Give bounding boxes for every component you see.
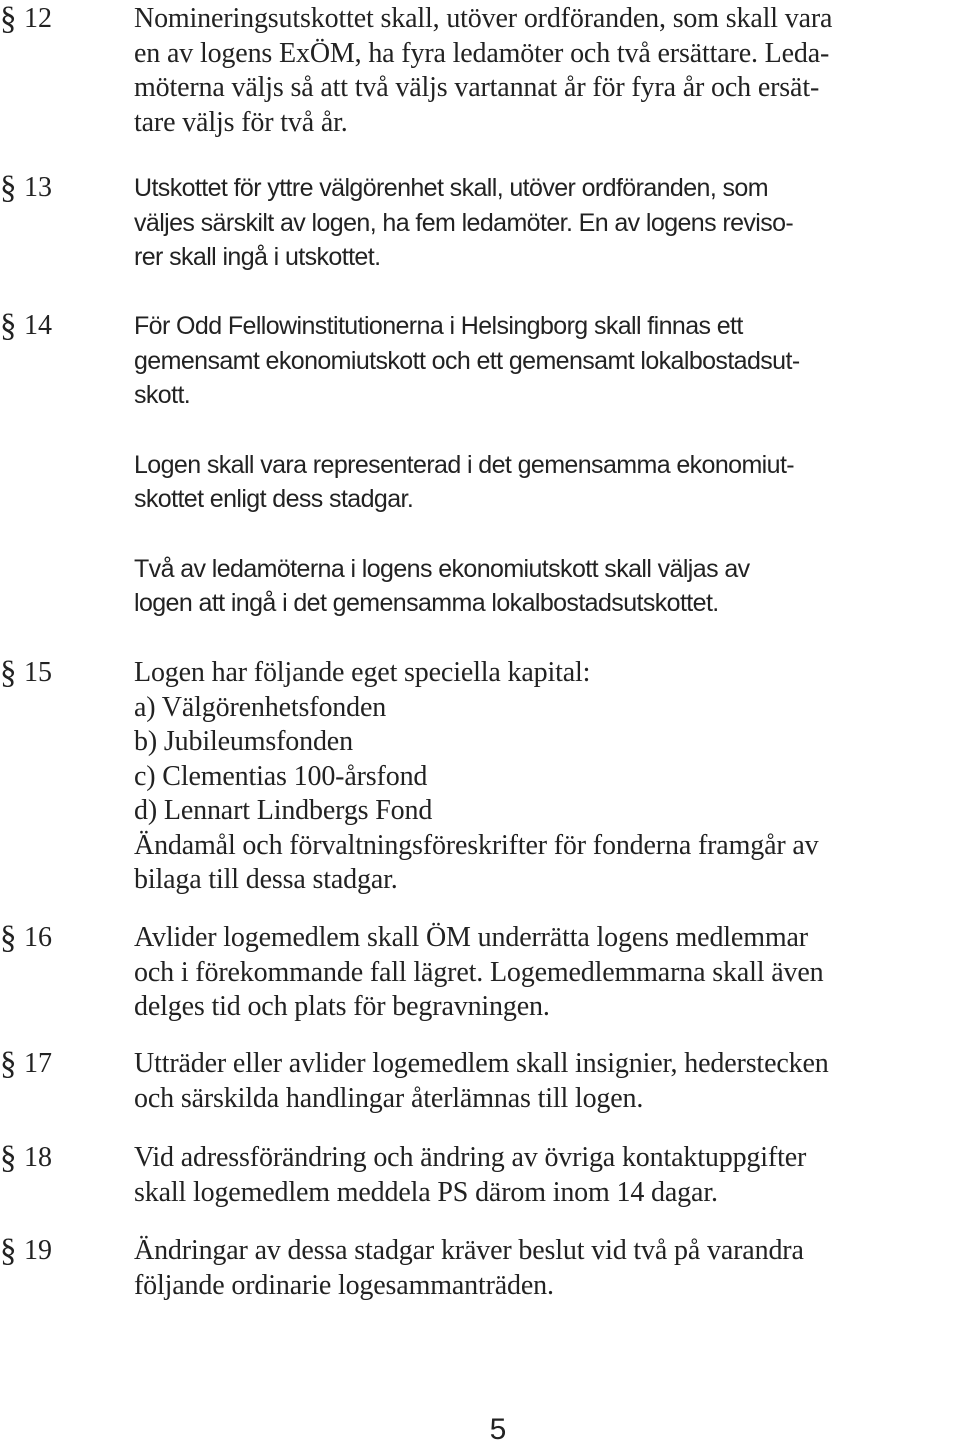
section-body <box>134 1047 954 1116</box>
text-line: Avlider logemedlem skall ÖM underrätta logens medlemmar <box>134 922 808 953</box>
text-line: Logen skall vara representerad i det gemensamma ekonomiut- <box>134 450 795 479</box>
paragraph <box>134 448 954 517</box>
text-line: Ändamål och förvaltningsföreskrifter för fonderna framgår av <box>134 829 819 861</box>
section-symbol: § <box>0 1140 17 1176</box>
section-body <box>134 656 954 898</box>
paragraph <box>134 309 954 413</box>
section-symbol: § <box>0 170 17 206</box>
section-symbol: § <box>0 920 17 956</box>
text-line: följande ordinarie logesammanträden. <box>134 1269 554 1301</box>
section-number: 16 <box>24 922 52 953</box>
text-line: och särskilda handlingar återlämnas till logen. <box>134 1082 644 1114</box>
text-line: rer skall ingå i utskottet. <box>134 243 381 271</box>
section-body <box>134 309 954 621</box>
paragraph <box>134 552 954 621</box>
text-line: Ändringar av dessa stadgar kräver beslut vid två på varandra <box>134 1235 804 1266</box>
paragraph <box>134 2 954 140</box>
text-line: Utträder eller avlider logemedlem skall insignier, hederstecken <box>134 1048 829 1079</box>
section-number: 17 <box>24 1048 52 1079</box>
section-number: 13 <box>24 172 52 203</box>
section-body <box>134 1141 954 1210</box>
text-line: skall logemedlem meddela PS därom inom 14 dagar. <box>134 1176 718 1208</box>
text-line: möterna väljs så att två väljs vartannat år för fyra år och ersät- <box>134 72 820 103</box>
section-symbol: § <box>0 1046 17 1082</box>
text-line: en av logens ExÖM, ha fyra ledamöter och två ersättare. Leda- <box>134 37 830 69</box>
text-line: d) Lennart Lindbergs Fond <box>134 795 433 826</box>
section-number: 19 <box>24 1235 52 1266</box>
paragraph <box>134 656 954 898</box>
section-body <box>134 921 954 1025</box>
section-body <box>134 171 954 275</box>
section-body <box>134 1234 954 1303</box>
text-line: och i förekommande fall lägret. Logemedlemmarna skall även <box>134 956 824 988</box>
paragraph <box>134 1141 954 1210</box>
text-line: Nomineringsutskottet skall, utöver ordföranden, som skall vara <box>134 3 833 34</box>
text-line: skott. <box>134 381 191 409</box>
section-number: 12 <box>24 3 52 34</box>
text-line: b) Jubileumsfonden <box>134 726 353 757</box>
text-line: a) Välgörenhetsfonden <box>134 691 387 723</box>
text-line: Logen har följande eget speciella kapital: <box>134 657 591 688</box>
text-line: tare väljs för två år. <box>134 106 348 138</box>
paragraph <box>134 921 954 1025</box>
text-line: Två av ledamöterna i logens ekonomiutskott skall väljas av <box>134 554 750 583</box>
section-number: 15 <box>24 657 52 688</box>
text-line: logen att ingå i det gemensamma lokalbostadsutskottet. <box>134 589 719 617</box>
paragraph <box>134 1047 954 1116</box>
section-symbol: § <box>0 655 17 691</box>
text-line: väljes särskilt av logen, ha fem ledamöter. En av logens reviso- <box>134 208 794 237</box>
paragraph <box>134 1234 954 1303</box>
text-line: Vid adressförändring och ändring av övriga kontaktuppgifter <box>134 1142 807 1173</box>
section-symbol: § <box>0 1 17 37</box>
text-line: För Odd Fellowinstitutionerna i Helsingborg skall finnas ett <box>134 312 743 340</box>
section-symbol: § <box>0 1233 17 1269</box>
text-line: delges tid och plats för begravningen. <box>134 991 550 1022</box>
section-number: 14 <box>24 310 52 341</box>
text-line: Utskottet för yttre välgörenhet skall, utöver ordföranden, som <box>134 174 768 202</box>
page-number: 5 <box>489 1413 507 1446</box>
text-line: c) Clementias 100-årsfond <box>134 760 428 792</box>
section-number: 18 <box>24 1142 52 1173</box>
text-line: gemensamt ekonomiutskott och ett gemensamt lokalbostadsut- <box>134 346 800 375</box>
paragraph <box>134 171 954 275</box>
section-body <box>134 2 954 140</box>
text-line: skottet enligt dess stadgar. <box>134 485 414 513</box>
text-line: bilaga till dessa stadgar. <box>134 864 398 895</box>
section-symbol: § <box>0 308 17 344</box>
